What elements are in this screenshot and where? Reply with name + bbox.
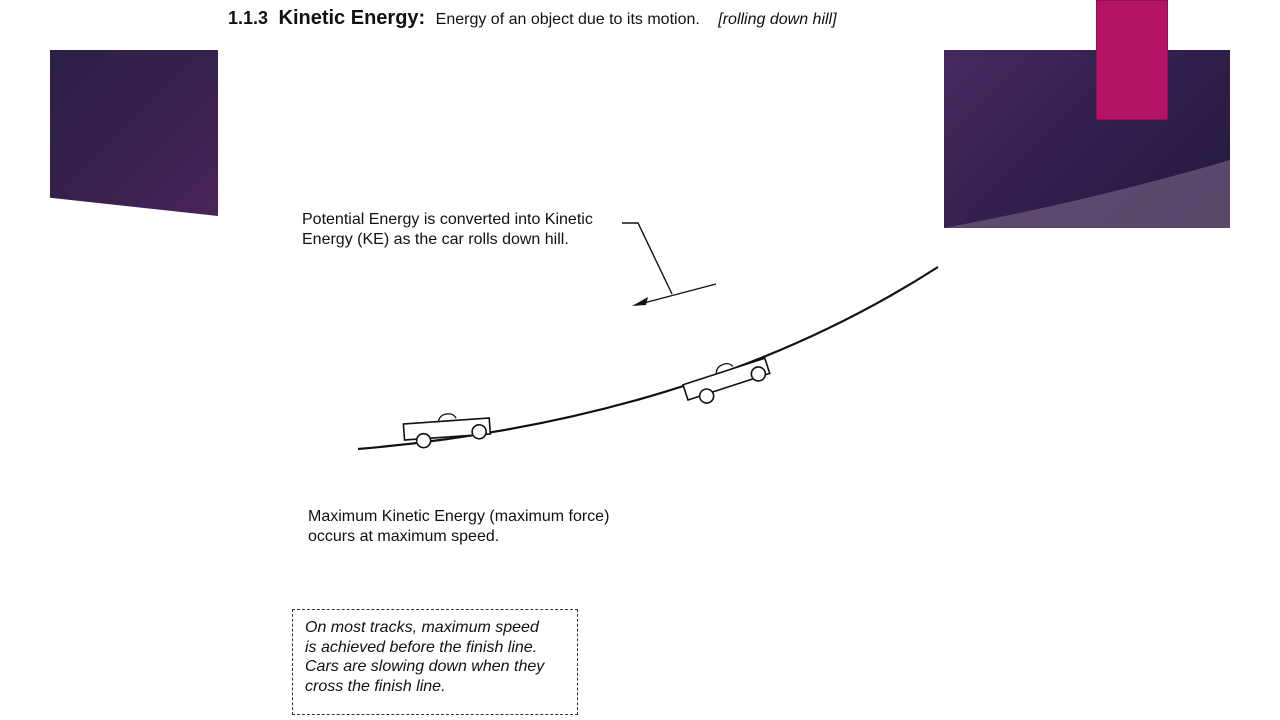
term-heading: Kinetic Energy:	[278, 7, 426, 29]
finish-line-note	[292, 609, 578, 715]
note-line-4: cross the finish line.	[305, 677, 446, 695]
pe-label-line-2: Energy (KE) as the car rolls down hill.	[302, 231, 569, 248]
max-label-line-1: Maximum Kinetic Energy (maximum force)	[308, 508, 610, 525]
car-top	[681, 352, 773, 409]
term-definition: Energy of an object due to its motion.	[435, 11, 700, 28]
max-kinetic-energy-label	[308, 507, 609, 547]
max-label-line-2: occurs at maximum speed.	[308, 528, 500, 545]
note-line-1: On most tracks, maximum speed	[305, 619, 539, 636]
note-line-3: Cars are slowing down when they	[305, 658, 545, 675]
leader-line	[622, 223, 672, 294]
note-line-2: is achieved before the finish line.	[305, 638, 538, 656]
term-note: [rolling down hill]	[718, 11, 837, 28]
car-bottom-wheel-rear	[416, 433, 431, 448]
section-number: 1.1.3	[228, 8, 269, 28]
pe-label-line-1: Potential Energy is converted into Kinetic	[302, 211, 593, 228]
direction-arrow-line	[640, 284, 716, 304]
car-bottom-wheel-front	[472, 424, 487, 439]
direction-arrowhead	[632, 297, 648, 306]
